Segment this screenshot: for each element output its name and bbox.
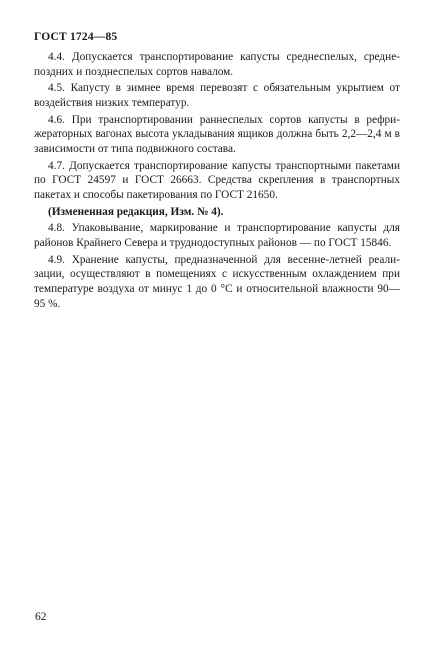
paragraph-4-5: 4.5. Капусту в зимнее время перевозят с обязательным укрытием от воздействия низких температур. [34, 82, 400, 109]
paragraph-4-7: 4.7. Допускается транспортирование капусты транспортными пакетами по ГОСТ 24597 и ГОСТ 26663. Средства скрепления в транспортных пакетах и способы пакетирования по ГОСТ 21650. [34, 159, 400, 201]
document-body [34, 50, 400, 313]
paragraph-4-6: 4.6. При транспортировании раннеспелых сортов капусты в рефрижераторных вагонах высота укладывания ящиков должна быть 2,2—2,4 м в зависимости от типа подвижного состава. [34, 113, 400, 155]
paragraph-4-4: 4.4. Допускается транспортирование капусты среднеспелых, среднепоздних и позднеспелых сортов навалом. [34, 51, 400, 78]
paragraph-4-8: 4.8. Упаковывание, маркирование и транспортирование капусты для районов Крайнего Севера и труднодоступных районов — по ГОСТ 15846. [34, 222, 400, 250]
amendment-note: (Измененная редакция, Изм. № 4). [48, 205, 224, 218]
paragraph-4-9: 4.9. Хранение капусты, предназначенной для весенне-летней реализации, осуществляют в помещениях с искусственным охлаждением при температуре воздуха от минус 1 до 0 °С и относительной влажности 90—95 %. [34, 253, 400, 310]
page-number: 62 [35, 611, 47, 623]
document-header: ГОСТ 1724—85 [34, 31, 118, 43]
